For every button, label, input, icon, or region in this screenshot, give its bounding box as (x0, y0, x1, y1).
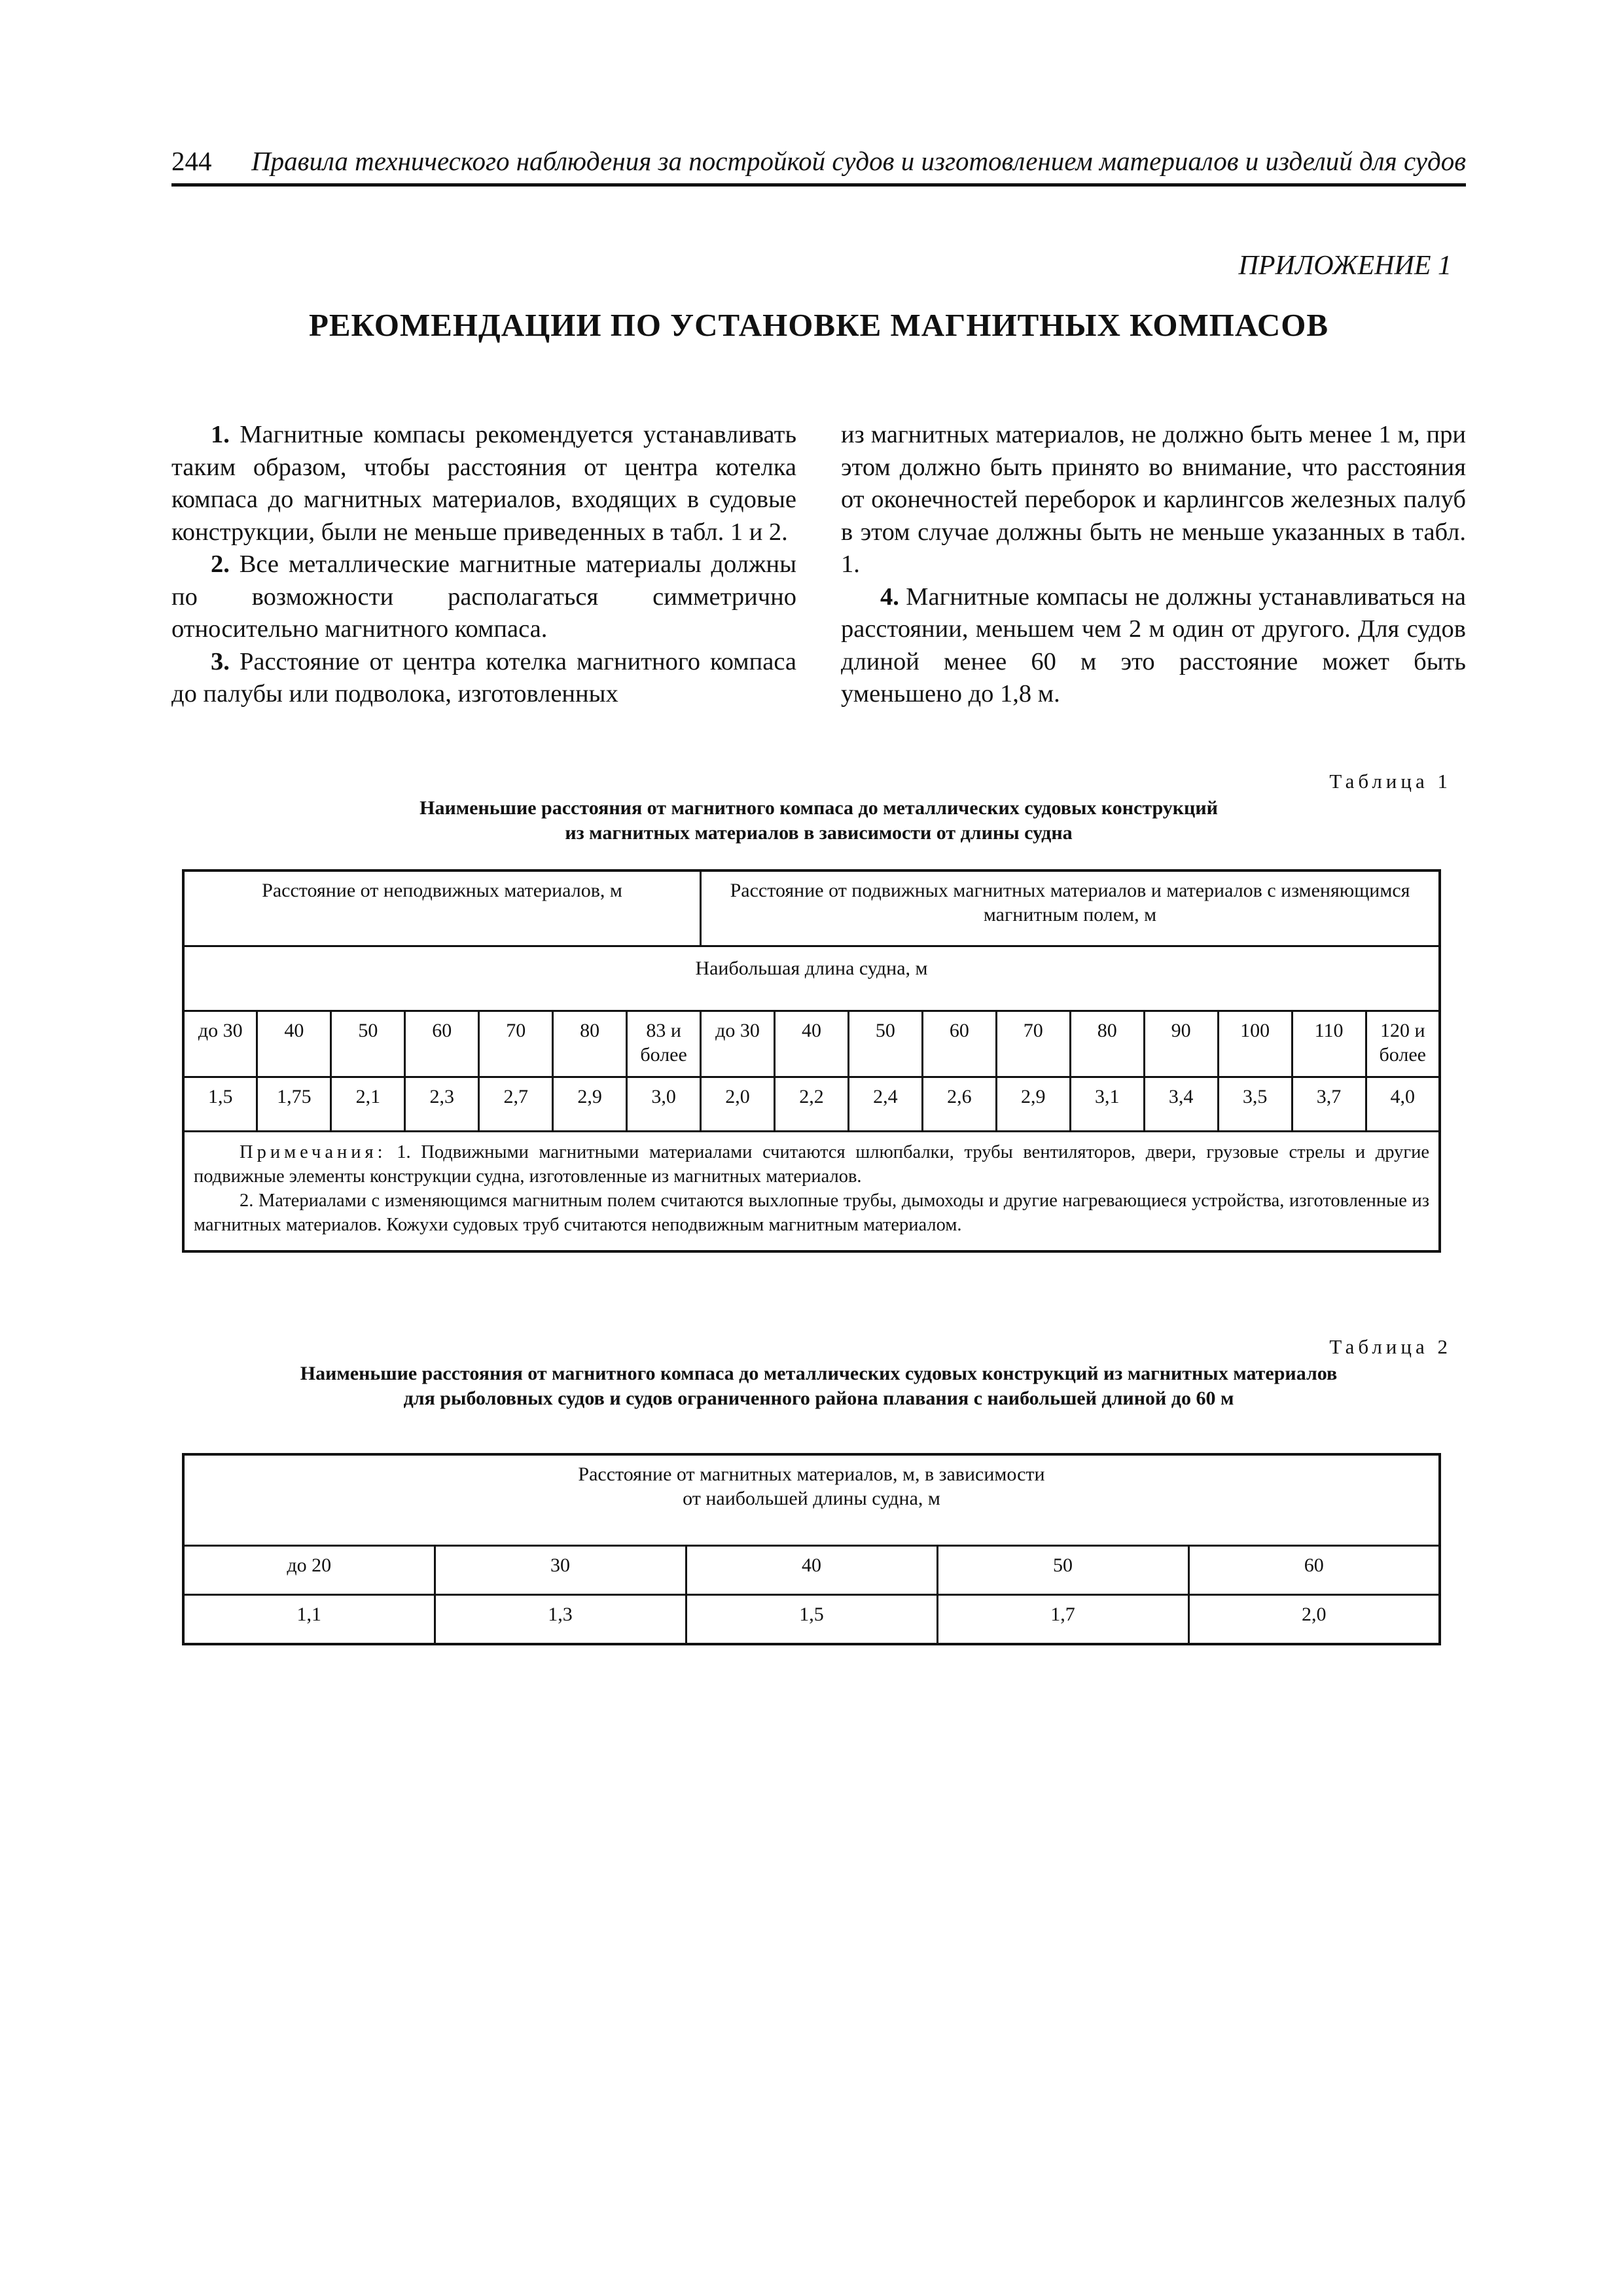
length-cell: до 30 (183, 1011, 257, 1077)
note-text: 1. Подвижными магнитными материалами считаются шлюпбалки, трубы вентиляторов, двери, грузовые стрелы и другие подвижные элементы конструкции судна, изготовленные из магнитных материалов. (194, 1142, 1429, 1187)
running-title: Правила технического наблюдения за постройкой судов и изготовлением материалов и изделий для судов (251, 146, 1466, 176)
length-cell: 110 (1292, 1011, 1366, 1077)
paragraph-number: 3. (211, 647, 230, 675)
value-cell: 2,4 (848, 1077, 922, 1132)
paragraph-1 (171, 419, 796, 548)
table-header-row (183, 870, 1440, 946)
length-cell: 60 (1188, 1546, 1440, 1595)
value-cell: 4,0 (1366, 1077, 1440, 1132)
caption-line: Наименьшие расстояния от магнитного компаса до металлических судовых конструкций (419, 797, 1218, 819)
value-cell: 2,2 (775, 1077, 849, 1132)
paragraph-text: Расстояние от центра котелка магнитного компаса до палубы или подволока, изготовленных (171, 647, 796, 708)
value-cell: 3,5 (1218, 1077, 1292, 1132)
table-2-label: Таблица 2 (1329, 1335, 1452, 1358)
header-line: Расстояние от магнитных материалов, м, в зависимости (578, 1463, 1045, 1485)
note-1 (194, 1140, 1429, 1189)
header-line: от наибольшей длины судна, м (683, 1488, 940, 1509)
value-cell: 3,4 (1144, 1077, 1218, 1132)
table-2-caption (171, 1361, 1466, 1411)
value-cell: 1,7 (937, 1595, 1188, 1645)
paragraph-4 (841, 581, 1466, 711)
table-1 (182, 869, 1441, 1253)
length-cell: 70 (996, 1011, 1070, 1077)
value-cell: 2,1 (331, 1077, 405, 1132)
value-cell: 1,5 (183, 1077, 257, 1132)
caption-line: Наименьшие расстояния от магнитного компаса до металлических судовых конструкций из магнитных материалов (300, 1363, 1338, 1384)
table-1-label: Таблица 1 (1329, 770, 1452, 793)
paragraph-text: Все металлические магнитные материалы должны по возможности располагаться симметрично относительно магнитного компаса. (171, 550, 796, 643)
value-cell: 2,9 (996, 1077, 1070, 1132)
table-2 (182, 1453, 1441, 1645)
value-cell: 3,1 (1070, 1077, 1144, 1132)
right-column (841, 419, 1466, 711)
note-2: 2. Материалами с изменяющимся магнитным полем считаются выхлопные трубы, дымоходы и другие нагревающиеся устройства, изготовленные из магнитных материалов. Кожухи судовых труб считаются неподвижным магнитным материалом. (194, 1191, 1429, 1235)
length-row (183, 1546, 1440, 1595)
paragraph-3-continued: из магнитных материалов, не должно быть менее 1 м, при этом должно быть принято во внимание, что расстояния от оконечностей переборок и карлингсов железных палуб в этом случае должны быть не меньше указанных в табл. 1. (841, 421, 1466, 578)
header-moving-materials: Расстояние от подвижных магнитных материалов и материалов с изменяющимся магнитным полем, м (701, 870, 1440, 946)
header-distance (183, 1454, 1440, 1546)
length-cell: 100 (1218, 1011, 1292, 1077)
length-cell: 50 (848, 1011, 922, 1077)
length-cell: 40 (257, 1011, 331, 1077)
length-cell: 90 (1144, 1011, 1218, 1077)
value-cell: 3,0 (627, 1077, 701, 1132)
value-cell: 2,6 (922, 1077, 996, 1132)
distance-row (183, 1595, 1440, 1645)
length-cell: 83 и более (627, 1011, 701, 1077)
length-cell: 70 (479, 1011, 553, 1077)
running-header (171, 141, 1466, 187)
value-cell: 2,9 (553, 1077, 627, 1132)
table-header-row (183, 1454, 1440, 1546)
paragraph-number: 4. (880, 583, 899, 611)
length-cell: 50 (331, 1011, 405, 1077)
length-cell: 120 и более (1366, 1011, 1440, 1077)
header-ship-length: Наибольшая длина судна, м (183, 946, 1440, 1011)
distance-row (183, 1077, 1440, 1132)
value-cell: 1,75 (257, 1077, 331, 1132)
paragraph-3 (171, 646, 796, 711)
note-label: Примечания: (240, 1142, 387, 1162)
appendix-label: ПРИЛОЖЕНИЕ 1 (1238, 251, 1452, 281)
value-cell: 2,0 (1188, 1595, 1440, 1645)
value-cell: 1,1 (183, 1595, 435, 1645)
paragraph-number: 2. (211, 550, 230, 578)
value-cell: 2,0 (701, 1077, 775, 1132)
caption-line: для рыболовных судов и судов ограниченного района плавания с наибольшей длиной до 60 м (403, 1388, 1234, 1409)
value-cell: 1,3 (435, 1595, 686, 1645)
value-cell: 3,7 (1292, 1077, 1366, 1132)
paragraph-number: 1. (211, 421, 230, 448)
value-cell: 2,7 (479, 1077, 553, 1132)
paragraph-text: Магнитные компасы рекомендуется устанавливать таким образом, чтобы расстояния от центра котелка компаса до магнитных материалов, входящих в судовые конструкции, были не меньше приведенных в табл. 1 и 2. (171, 421, 796, 546)
length-cell: 40 (775, 1011, 849, 1077)
left-column (171, 419, 796, 711)
table-1-caption (171, 796, 1466, 846)
paragraph-2 (171, 548, 796, 646)
table-header-row (183, 946, 1440, 1011)
value-cell: 1,5 (686, 1595, 937, 1645)
length-cell: 80 (1070, 1011, 1144, 1077)
table-notes (183, 1132, 1440, 1252)
caption-line: из магнитных материалов в зависимости от длины судна (565, 822, 1073, 844)
length-cell: 60 (922, 1011, 996, 1077)
page-number: 244 (171, 146, 212, 176)
header-fixed-materials: Расстояние от неподвижных материалов, м (183, 870, 701, 946)
page-title: РЕКОМЕНДАЦИИ ПО УСТАНОВКЕ МАГНИТНЫХ КОМПАСОВ (308, 307, 1329, 343)
paragraph-text: Магнитные компасы не должны устанавливаться на расстоянии, меньшем чем 2 м один от другого. Для судов длиной менее 60 м это расстояние может быть уменьшено до 1,8 м. (841, 583, 1466, 708)
length-cell: 60 (405, 1011, 479, 1077)
notes-row (183, 1132, 1440, 1252)
length-cell: 30 (435, 1546, 686, 1595)
length-cell: 40 (686, 1546, 937, 1595)
length-cell: 50 (937, 1546, 1188, 1595)
length-cell: до 30 (701, 1011, 775, 1077)
length-cell: 80 (553, 1011, 627, 1077)
length-row (183, 1011, 1440, 1077)
value-cell: 2,3 (405, 1077, 479, 1132)
length-cell: до 20 (183, 1546, 435, 1595)
